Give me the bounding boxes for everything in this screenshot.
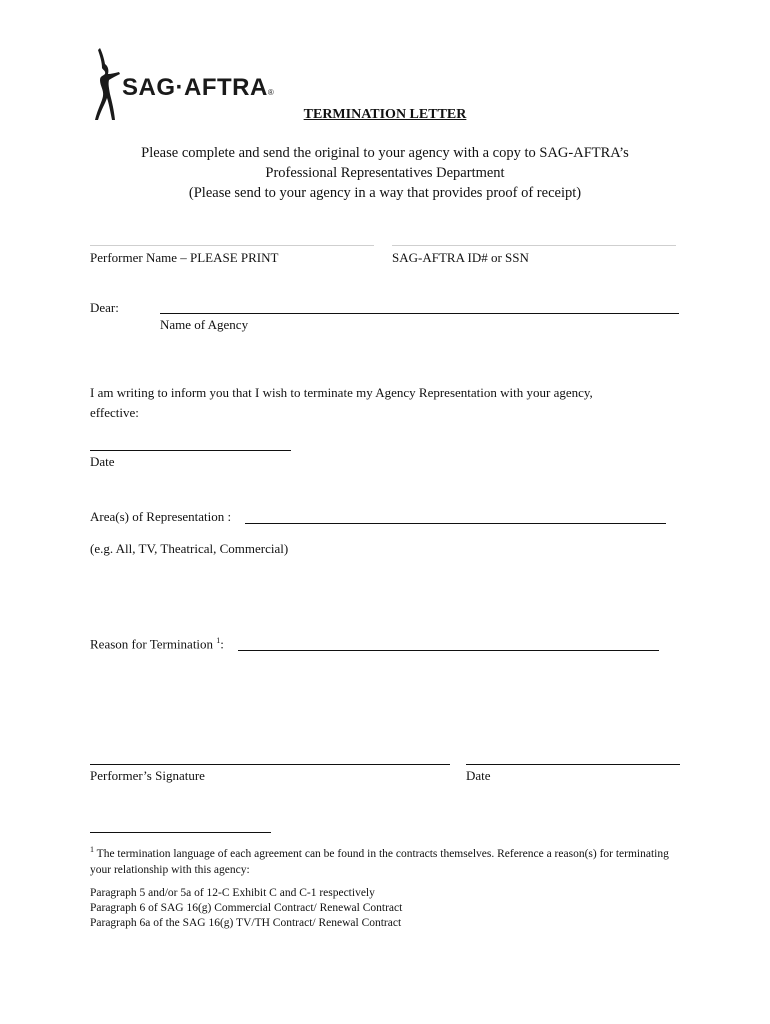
id-field[interactable] xyxy=(392,245,676,246)
footnote-marker: 1 xyxy=(90,845,94,854)
paragraph-references xyxy=(90,886,402,931)
body-line: effective: xyxy=(90,405,139,420)
signature-date-field[interactable] xyxy=(466,764,680,765)
paragraph-reference: Paragraph 6 of SAG 16(g) Commercial Contract/ Renewal Contract xyxy=(90,902,403,914)
document-title: TERMINATION LETTER xyxy=(303,107,467,122)
id-label: SAG-AFTRA ID# or SSN xyxy=(392,250,529,265)
footnote-divider xyxy=(90,832,271,833)
signature-date-label: Date xyxy=(466,768,491,783)
instruction-line: Professional Representatives Department xyxy=(265,165,505,181)
instructions xyxy=(0,143,770,203)
performer-name-label: Performer Name – PLEASE PRINT xyxy=(90,250,279,265)
footnote xyxy=(90,842,690,878)
reason-label: Reason for Termination $^1$: xyxy=(90,636,224,652)
signature-field[interactable] xyxy=(90,764,450,765)
body-line: I am writing to inform you that I wish to terminate my Agency Representation with your agency, xyxy=(90,385,593,400)
signature-label: Performer’s Signature xyxy=(90,768,205,783)
footnote-text: The termination language of each agreement can be found in the contracts themselves. Reference a reason(s) for terminating your relationship with this agency: xyxy=(90,847,669,876)
footnote-ref: 1 xyxy=(216,636,221,645)
paragraph-reference: Paragraph 6a of the SAG 16(g) TV/TH Contract/ Renewal Contract xyxy=(90,917,402,929)
paragraph-reference: Paragraph 5 and/or 5a of 12-C Exhibit C and C-1 respectively xyxy=(90,887,375,899)
agency-name-field[interactable] xyxy=(160,313,679,314)
agency-label: Name of Agency xyxy=(160,317,249,332)
area-example: (e.g. All, TV, Theatrical, Commercial) xyxy=(90,541,289,556)
body-text xyxy=(90,383,690,423)
area-label: Area(s) of Representation : xyxy=(90,509,232,524)
effective-date-label: Date xyxy=(90,454,115,469)
area-field[interactable] xyxy=(245,523,666,524)
effective-date-field[interactable] xyxy=(90,450,291,451)
instruction-line: (Please send to your agency in a way that provides proof of receipt) xyxy=(188,185,582,201)
performer-name-field[interactable] xyxy=(90,245,374,246)
dear-label: Dear: xyxy=(90,300,119,315)
instruction-line: Please complete and send the original to your agency with a copy to SAG-AFTRA’s xyxy=(141,145,629,161)
logo-wordmark: SAG·AFTRA® xyxy=(122,74,275,101)
reason-field[interactable] xyxy=(238,650,659,651)
